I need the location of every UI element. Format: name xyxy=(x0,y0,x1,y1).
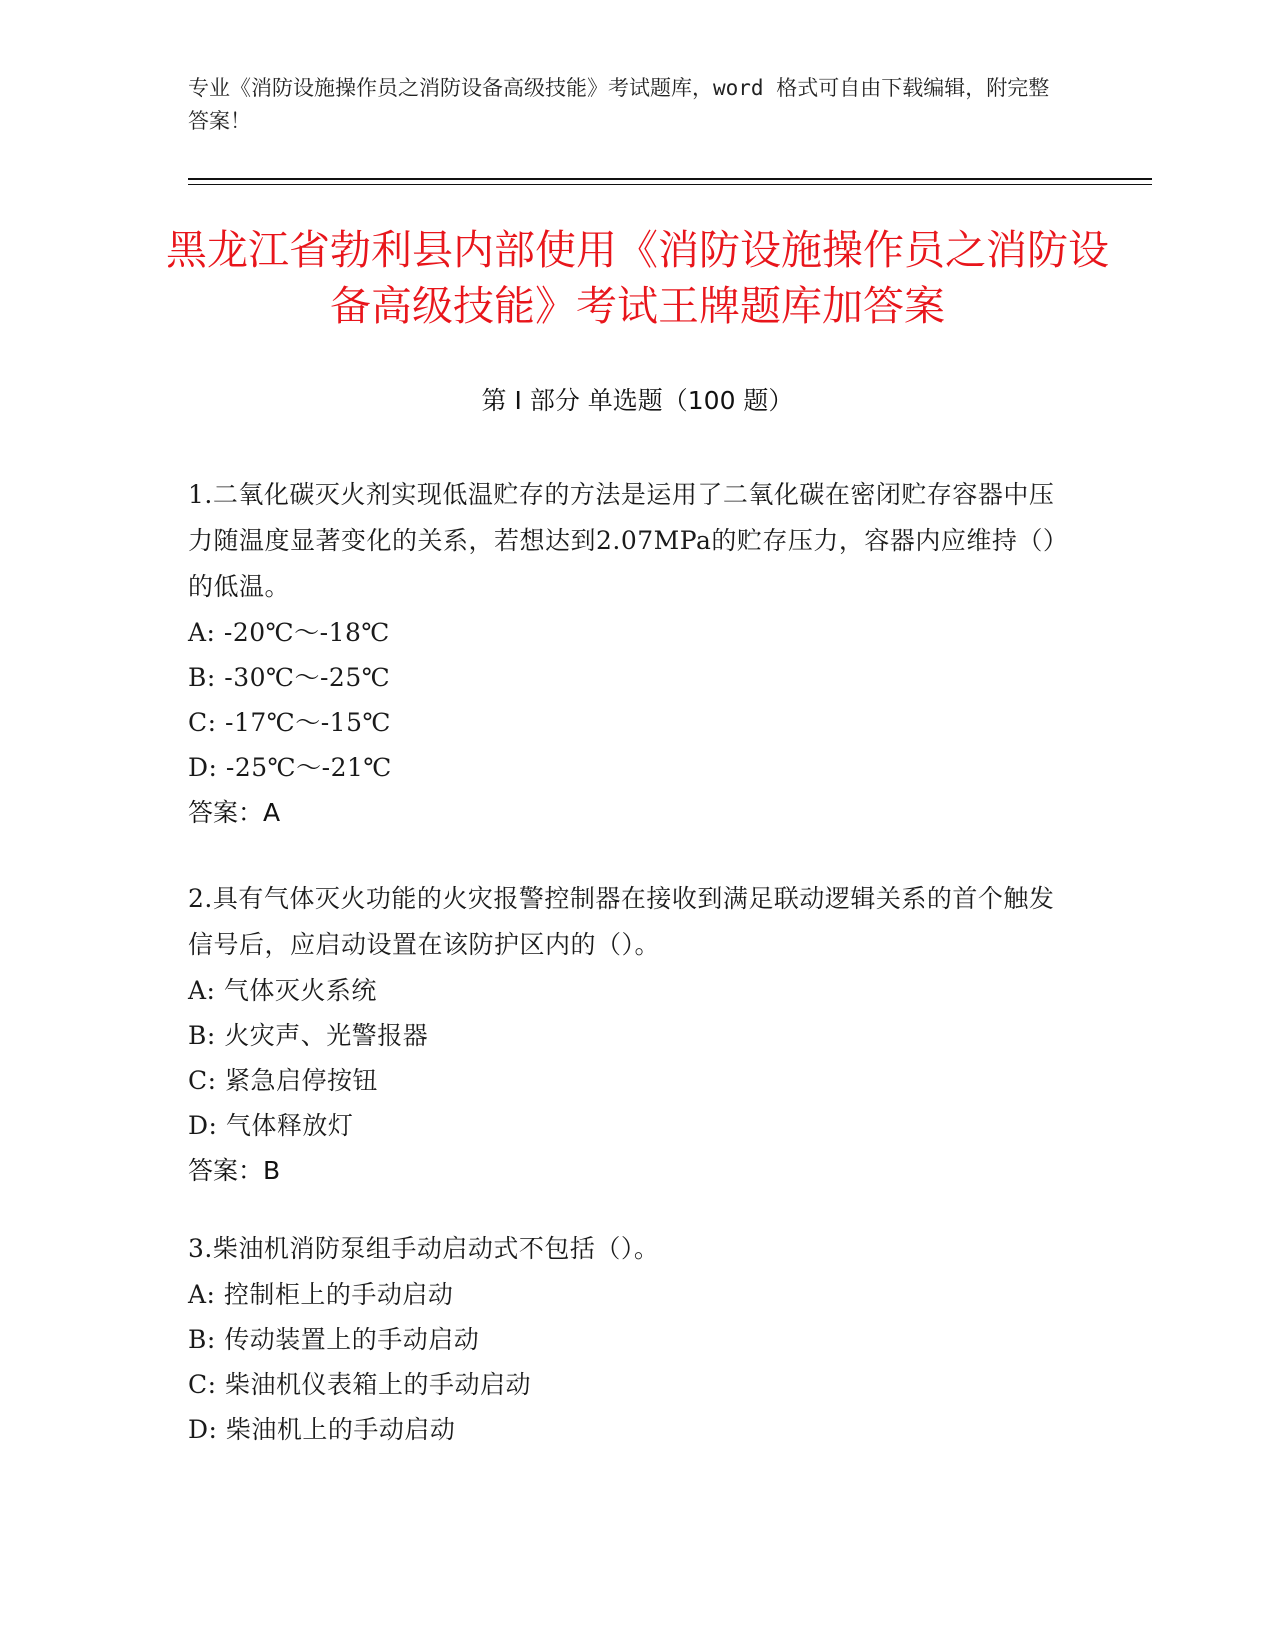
option-a: A: 控制柜上的手动启动 xyxy=(188,1280,454,1309)
option-a: A: 气体灭火系统 xyxy=(188,976,377,1005)
question-stem: 2.具有气体灭火功能的火灾报警控制器在接收到满足联动逻辑关系的首个触发信号后，应启动设置在该防护区内的（）。 xyxy=(188,884,1055,959)
answer-line: 答案：A xyxy=(188,798,281,827)
question-1 xyxy=(188,472,1068,836)
section-heading: 第 I 部分 单选题（100 题） xyxy=(481,386,794,415)
question-3 xyxy=(188,1226,1068,1452)
option-b: B: 传动装置上的手动启动 xyxy=(188,1325,480,1354)
document-title: 黑龙江省勃利县内部使用《消防设施操作员之消防设备高级技能》考试王牌题库加答案 xyxy=(166,226,1109,330)
header-divider-thin xyxy=(188,184,1152,185)
option-c: C: 紧急启停按钮 xyxy=(188,1066,378,1095)
answer-line: 答案：B xyxy=(188,1156,281,1185)
question-stem: 3.柴油机消防泵组手动启动式不包括（）。 xyxy=(188,1234,660,1263)
option-a: A: -20℃～-18℃ xyxy=(188,618,390,647)
option-d: D: 气体释放灯 xyxy=(188,1111,354,1140)
header-note: 专业《消防设施操作员之消防设备高级技能》考试题库，word 格式可自由下载编辑，附完整答案！ xyxy=(188,76,1050,133)
option-c: C: -17℃～-15℃ xyxy=(188,708,391,737)
option-b: B: 火灾声、光警报器 xyxy=(188,1021,429,1050)
question-stem: 1.二氧化碳灭火剂实现低温贮存的方法是运用了二氧化碳在密闭贮存容器中压力随温度显著变化的关系，若想达到2.07MPa的贮存压力，容器内应维持（）的低温。 xyxy=(188,480,1056,601)
option-c: C: 柴油机仪表箱上的手动启动 xyxy=(188,1370,531,1399)
option-d: D: -25℃～-21℃ xyxy=(188,753,392,782)
header-divider-thick xyxy=(188,178,1152,180)
option-b: B: -30℃～-25℃ xyxy=(188,663,391,692)
option-d: D: 柴油机上的手动启动 xyxy=(188,1415,456,1444)
question-2 xyxy=(188,876,1068,1194)
